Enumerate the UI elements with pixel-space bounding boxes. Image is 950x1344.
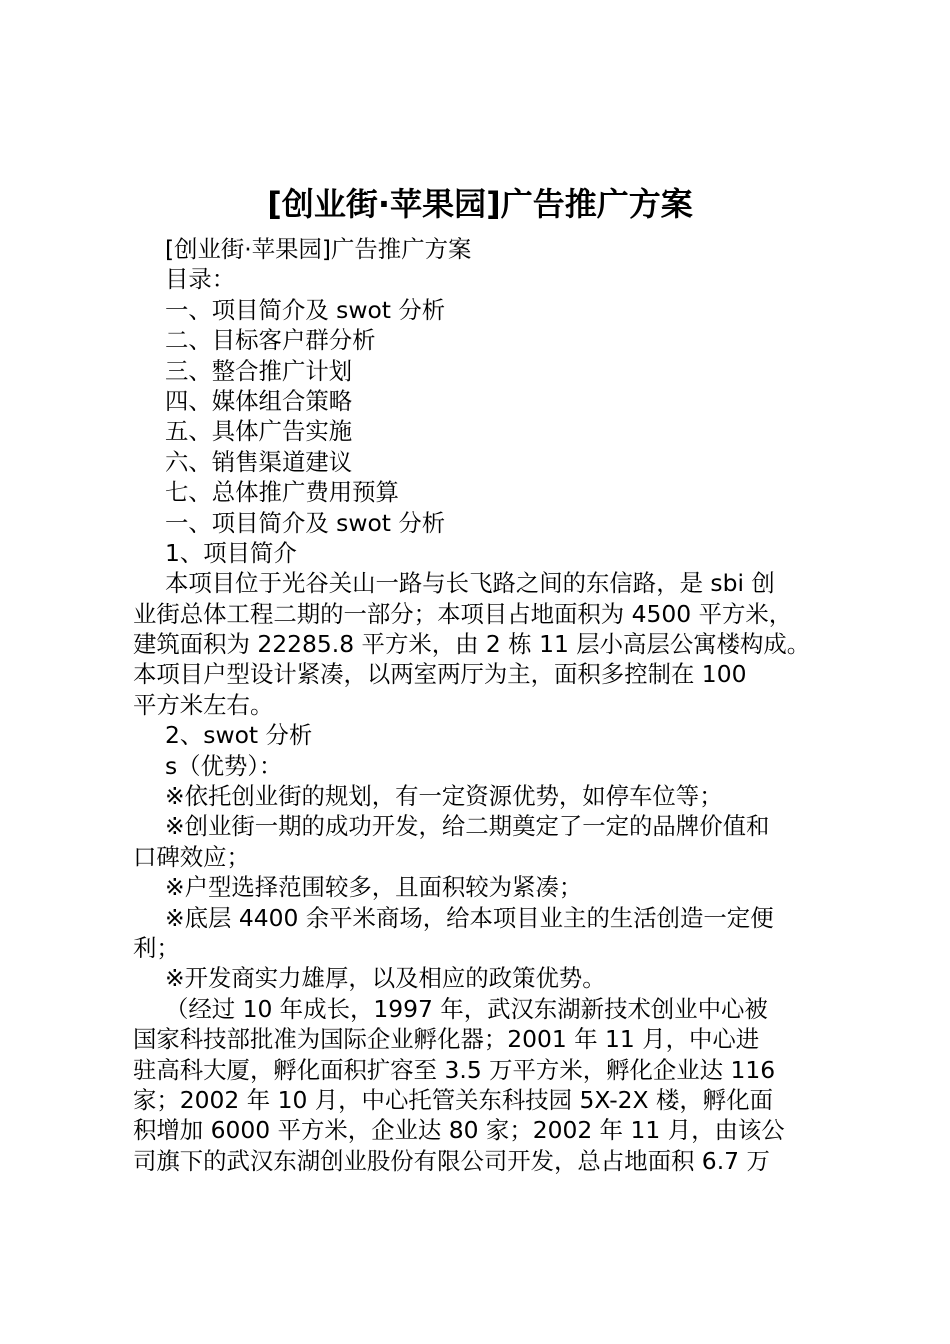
text-line: 五、具体广告实施 — [165, 417, 353, 446]
document-title: [创业街·苹果园]广告推广方案 — [267, 185, 693, 223]
text-line: s（优势）： — [165, 751, 283, 780]
text-line: 家；2002 年 10 月，中心托管关东科技园 5X-2X 楼，孵化面 — [133, 1085, 773, 1114]
text-line: 业街总体工程二期的一部分；本项目占地面积为 4500 平方米， — [133, 599, 793, 628]
text-line: 平方米左右。 — [133, 690, 274, 719]
text-line: 2、swot 分析 — [165, 721, 313, 750]
document-body — [133, 234, 848, 1176]
text-line: 一、项目简介及 swot 分析 — [165, 295, 446, 324]
text-line: （经过 10 年成长，1997 年，武汉东湖新技术创业中心被 — [165, 994, 768, 1023]
text-line: 目录： — [165, 265, 236, 294]
text-line: 积增加 6000 平方米，企业达 80 家；2002 年 11 月，由该公 — [133, 1116, 785, 1145]
text-line: 1、项目简介 — [165, 538, 297, 567]
text-line: 利； — [133, 933, 180, 962]
text-line: 二、目标客户群分析 — [165, 326, 376, 355]
text-line: 四、媒体组合策略 — [165, 386, 353, 415]
text-line: ※开发商实力雄厚，以及相应的政策优势。 — [165, 964, 606, 993]
text-line: ※创业街一期的成功开发，给二期奠定了一定的品牌价值和 — [165, 812, 770, 841]
text-line: [创业街·苹果园]广告推广方案 — [165, 235, 472, 263]
text-line: ※依托创业街的规划，有一定资源优势，如停车位等； — [165, 782, 723, 811]
text-line: ※户型选择范围较多，且面积较为紧凑； — [165, 873, 583, 902]
text-line: 六、销售渠道建议 — [165, 447, 353, 476]
text-line: 一、项目简介及 swot 分析 — [165, 508, 446, 537]
text-line: 司旗下的武汉东湖创业股份有限公司开发，总占地面积 6.7 万 — [133, 1146, 770, 1175]
text-line: 驻高科大厦，孵化面积扩容至 3.5 万平方米，孵化企业达 116 — [133, 1055, 776, 1084]
text-line: 国家科技部批准为国际企业孵化器；2001 年 11 月，中心进 — [133, 1025, 760, 1054]
text-line: 七、总体推广费用预算 — [165, 478, 399, 507]
text-line: 本项目位于光谷关山一路与长飞路之间的东信路，是 sbi 创 — [165, 569, 775, 598]
text-line: ※底层 4400 余平米商场，给本项目业主的生活创造一定便 — [165, 903, 774, 932]
text-line: 本项目户型设计紧凑，以两室两厅为主，面积多控制在 100 — [133, 660, 747, 689]
text-line: 口碑效应； — [133, 842, 250, 871]
text-line: 三、整合推广计划 — [165, 356, 353, 385]
text-line: 建筑面积为 22285.8 平方米，由 2 栋 11 层小高层公寓楼构成。 — [133, 630, 811, 659]
